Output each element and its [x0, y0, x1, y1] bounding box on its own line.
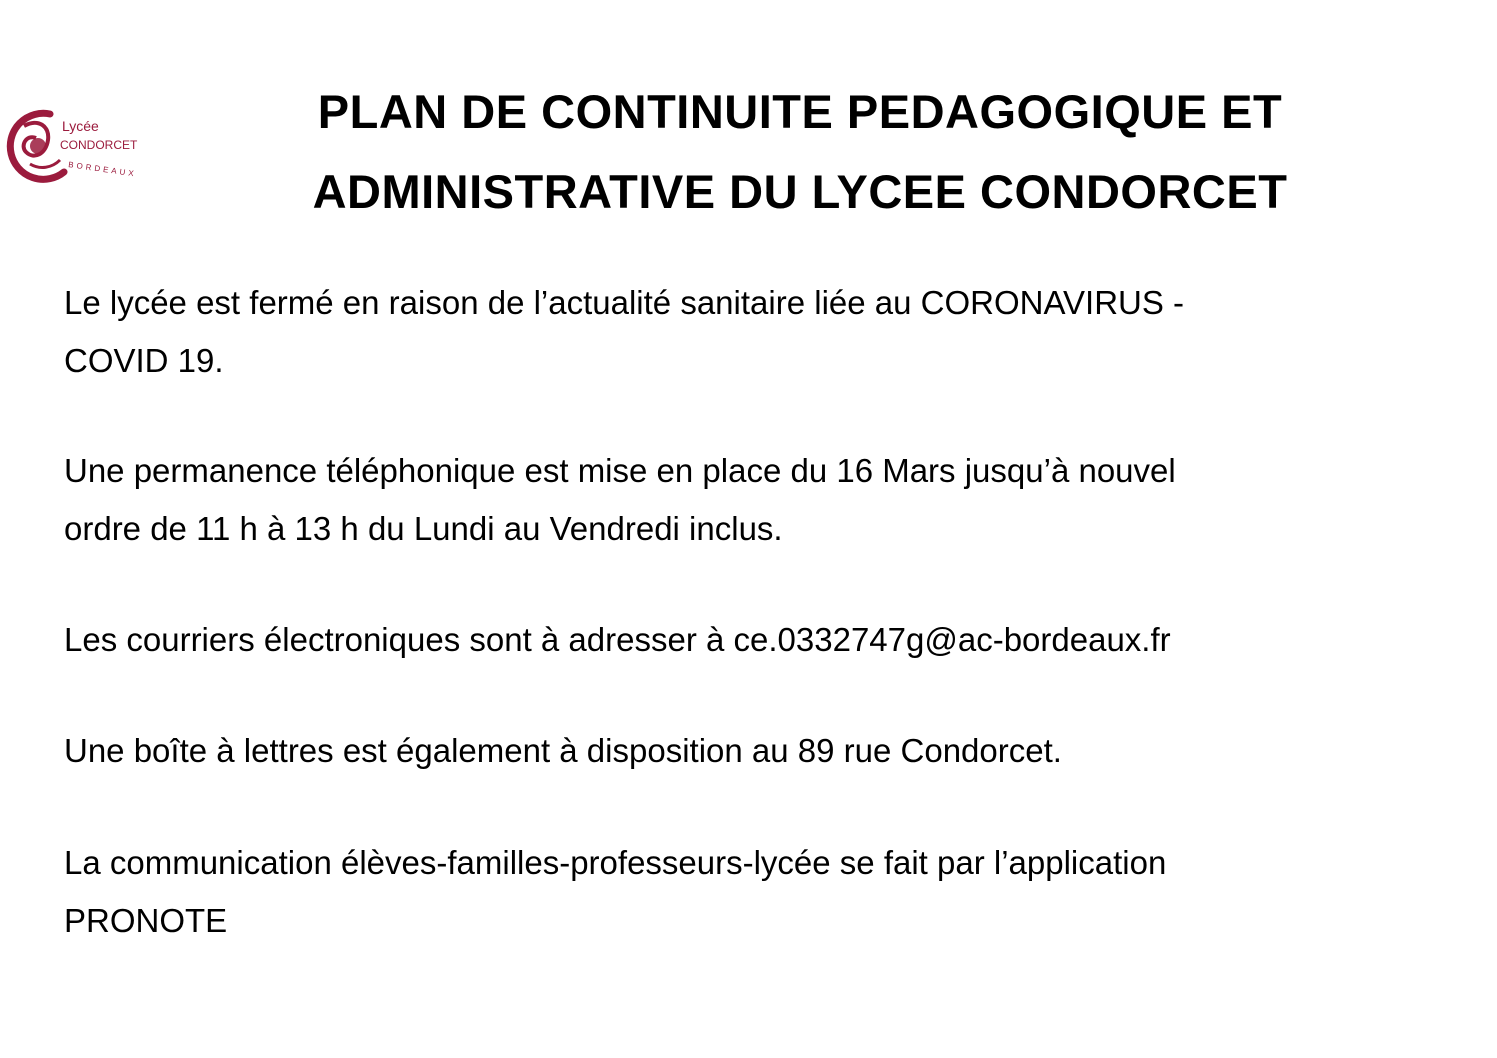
- communication-line-2: PRONOTE: [64, 902, 228, 939]
- closure-line-2: COVID 19.: [64, 342, 224, 379]
- closure-paragraph: [64, 274, 1424, 390]
- mailbox-paragraph: Une boîte à lettres est également à disposition au 89 rue Condorcet.: [64, 732, 1062, 769]
- logo-text-condorcet: CONDORCET: [60, 138, 138, 152]
- title-line-2: ADMINISTRATIVE DU LYCEE CONDORCET: [312, 165, 1288, 218]
- lycee-condorcet-logo: [4, 104, 164, 186]
- logo-text-lycee: Lycée: [62, 118, 99, 134]
- communication-paragraph: [64, 834, 1424, 950]
- phone-paragraph: [64, 442, 1424, 558]
- closure-line-1: Le lycée est fermé en raison de l’actualité sanitaire liée au CORONAVIRUS -: [64, 284, 1185, 321]
- phone-line-1: Une permanence téléphonique est mise en place du 16 Mars jusqu’à nouvel: [64, 452, 1176, 489]
- page-title: [200, 72, 1400, 232]
- logo-emblem-icon: [4, 104, 164, 186]
- email-paragraph: Les courriers électroniques sont à adresser à ce.0332747g@ac-bordeaux.fr: [64, 621, 1171, 658]
- communication-line-1: La communication élèves-familles-professeurs-lycée se fait par l’application: [64, 844, 1167, 881]
- title-line-1: PLAN DE CONTINUITE PEDAGOGIQUE ET: [317, 85, 1283, 138]
- phone-line-2: ordre de 11 h à 13 h du Lundi au Vendredi inclus.: [64, 510, 783, 547]
- logo-text-bordeaux: BORDEAUX: [67, 160, 138, 179]
